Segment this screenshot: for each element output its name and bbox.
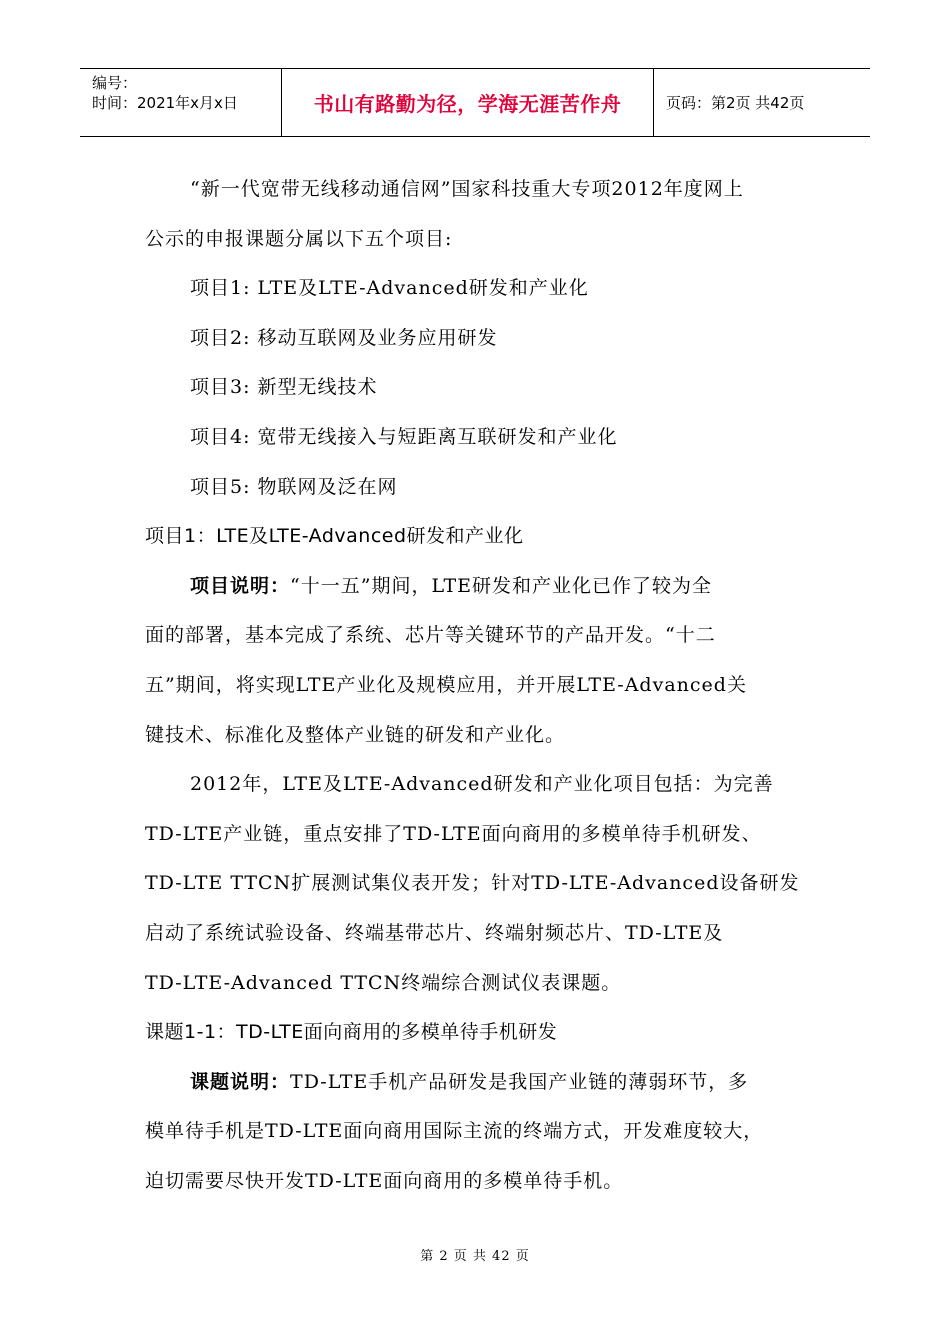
page-footer: 第 2 页 共 42 页 — [420, 1249, 530, 1264]
project-scope-line: TD-LTE-Advanced TTCN终端综合测试仪表课题。 — [145, 971, 622, 994]
project-description-text: “十一五”期间，LTE研发和产业化已作了较为全 — [290, 574, 713, 597]
document-date-label: 时间：2021年x月x日 — [92, 94, 238, 112]
project-description-line: 键技术、标准化及整体产业链的研发和产业化。 — [145, 723, 566, 746]
project-list-item: 项目2: 移动互联网及业务应用研发 — [190, 326, 498, 349]
document-number-label: 编号： — [92, 74, 138, 92]
project-scope-line: TD-LTE产业链，重点安排了TD-LTE面向商用的多模单待手机研发、 — [145, 822, 762, 845]
topic-description-text: TD-LTE手机产品研发是我国产业链的薄弱环节，多 — [290, 1070, 749, 1093]
project-description-label: 项目说明： — [190, 574, 291, 597]
header-page-label: 页码：第2页 共42页 — [666, 94, 805, 112]
topic-description-line: 模单待手机是TD-LTE面向商用国际主流的终端方式，开发难度较大， — [145, 1120, 764, 1143]
project-description-line: 面的部署，基本完成了系统、芯片等关键环节的产品开发。“十二 — [145, 624, 716, 647]
project-list-item: 项目5: 物联网及泛在网 — [190, 475, 398, 498]
topic-description-label: 课题说明： — [190, 1070, 291, 1093]
header-motto: 书山有路勤为径，学海无涯苦作舟 — [282, 69, 654, 136]
project-list-item: 项目1: LTE及LTE-Advanced研发和产业化 — [190, 277, 589, 300]
intro-line-1: “新一代宽带无线移动通信网”国家科技重大专项2012年度网上 — [190, 178, 744, 200]
project-scope-line: 启动了系统试验设备、终端基带芯片、终端射频芯片、TD-LTE及 — [145, 921, 724, 944]
project-list-item: 项目3: 新型无线技术 — [190, 376, 378, 399]
topic-description-line: 迫切需要尽快开发TD-LTE面向商用的多模单待手机。 — [145, 1169, 624, 1192]
project-description-line — [145, 562, 825, 612]
page-header — [80, 68, 870, 137]
project-list-item: 项目4: 宽带无线接入与短距离互联研发和产业化 — [190, 425, 618, 448]
project-scope-line: TD-LTE TTCN扩展测试集仪表开发；针对TD-LTE-Advanced设备研发 — [145, 872, 800, 895]
header-left-cell — [80, 69, 282, 136]
document-body — [145, 165, 825, 1206]
section-heading-topic-1-1: 课题1-1：TD-LTE面向商用的多模单待手机研发 — [145, 1021, 558, 1044]
section-heading-project-1: 项目1：LTE及LTE-Advanced研发和产业化 — [145, 525, 524, 548]
intro-line-2: 公示的申报课题分属以下五个项目: — [145, 227, 453, 250]
project-scope-line: 2012年，LTE及LTE-Advanced研发和产业化项目包括：为完善 — [190, 773, 774, 796]
topic-description-line — [145, 1058, 825, 1108]
project-description-line: 五”期间，将实现LTE产业化及规模应用，并开展LTE-Advanced关 — [145, 673, 747, 696]
